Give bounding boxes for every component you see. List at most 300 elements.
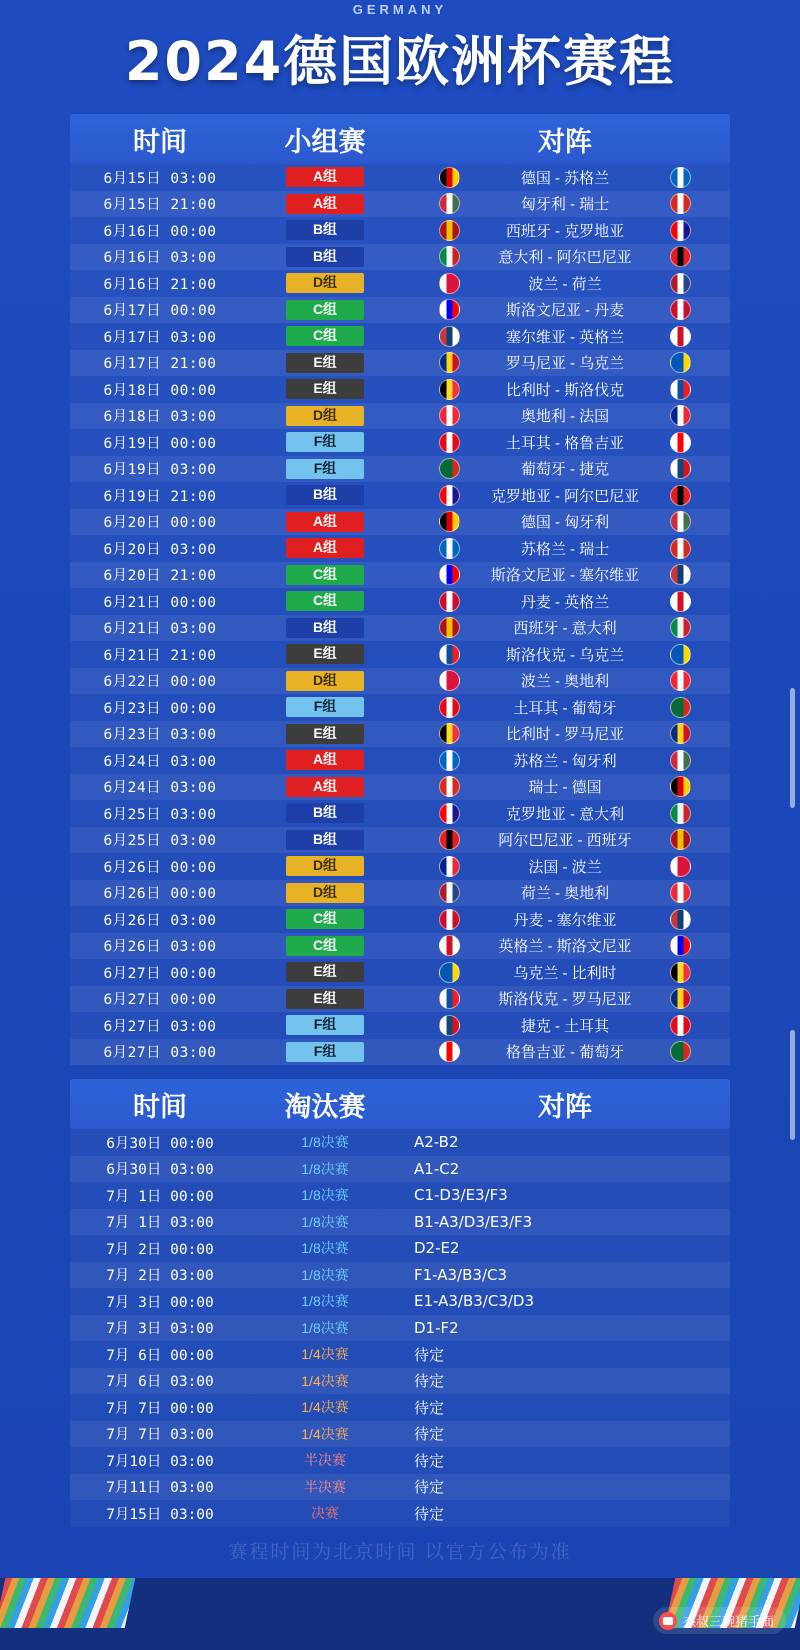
- group-tag: C组: [286, 936, 364, 956]
- match-time: 6月19日 21:00: [103, 488, 217, 505]
- match-time: 7月 6日 03:00: [106, 1374, 214, 1391]
- match-teams: 西班牙 - 克罗地亚: [505, 222, 625, 240]
- match-time: 7月 2日 03:00: [106, 1268, 214, 1285]
- match-teams-cell: [400, 644, 730, 665]
- home-flag-icon: [439, 617, 460, 638]
- match-group-cell: [250, 856, 400, 876]
- match-teams-cell: [400, 750, 730, 771]
- table-row: [70, 403, 730, 430]
- match-teams-cell: [400, 167, 730, 188]
- away-flag-icon: [670, 511, 691, 532]
- match-time: 7月 2日 00:00: [106, 1241, 214, 1258]
- match-teams-cell: [400, 723, 730, 744]
- table-row: [70, 774, 730, 801]
- group-tag: B组: [286, 220, 364, 240]
- knockout-matchup: 待定: [414, 1425, 445, 1444]
- match-group-cell: [250, 750, 400, 770]
- match-teams: 波兰 - 奥地利: [520, 673, 610, 691]
- group-tag: B组: [286, 247, 364, 267]
- table-row: [70, 164, 730, 191]
- home-flag-icon: [439, 829, 460, 850]
- match-group-cell: [250, 1015, 400, 1035]
- match-time: 6月30日 03:00: [106, 1162, 214, 1179]
- match-time: 7月 3日 03:00: [106, 1321, 214, 1338]
- table-row: [70, 562, 730, 589]
- knockout-matchup: A2-B2: [414, 1133, 459, 1152]
- table-row: [70, 588, 730, 615]
- home-flag-icon: [439, 935, 460, 956]
- away-flag-icon: [670, 803, 691, 824]
- away-flag-icon: [670, 299, 691, 320]
- match-teams: 西班牙 - 意大利: [513, 620, 617, 638]
- match-teams: 苏格兰 - 匈牙利: [513, 752, 617, 770]
- home-flag-icon: [439, 379, 460, 400]
- group-tag: E组: [286, 353, 364, 373]
- home-flag-icon: [439, 1041, 460, 1062]
- group-tag: E组: [286, 962, 364, 982]
- away-flag-icon: [670, 591, 691, 612]
- home-flag-icon: [439, 776, 460, 797]
- away-flag-icon: [670, 697, 691, 718]
- match-time: 7月 1日 03:00: [106, 1215, 214, 1232]
- knockout-stage-label: 决赛: [311, 1505, 339, 1522]
- table-row: [70, 694, 730, 721]
- match-time: 6月30日 00:00: [106, 1135, 214, 1152]
- match-teams-cell: [400, 935, 730, 956]
- table-row: [70, 641, 730, 668]
- match-teams-cell: [400, 670, 730, 691]
- match-group-cell: [250, 326, 400, 346]
- table-row: [70, 456, 730, 483]
- author-avatar-icon: [659, 1612, 677, 1630]
- match-teams: 斯洛文尼亚 - 塞尔维亚: [490, 567, 640, 585]
- match-teams-cell: [400, 909, 730, 930]
- table-row: [70, 933, 730, 960]
- knockout-stage-label: 1/8决赛: [301, 1293, 349, 1310]
- match-teams: 荷兰 - 奥地利: [520, 885, 610, 903]
- table-row: [70, 323, 730, 350]
- match-time: 6月18日 03:00: [103, 409, 217, 426]
- home-flag-icon: [439, 803, 460, 824]
- away-flag-icon: [670, 246, 691, 267]
- scrollbar-thumb-upper[interactable]: [790, 688, 795, 808]
- match-time: 6月26日 00:00: [103, 859, 217, 876]
- match-teams-cell: [400, 511, 730, 532]
- table-row: [70, 270, 730, 297]
- away-flag-icon: [670, 723, 691, 744]
- match-teams: 苏格兰 - 瑞士: [520, 540, 610, 558]
- author-badge[interactable]: [653, 1607, 786, 1634]
- table-row: [70, 800, 730, 827]
- home-flag-icon: [439, 591, 460, 612]
- match-time: 6月25日 03:00: [103, 833, 217, 850]
- match-time: 6月27日 03:00: [103, 1018, 217, 1035]
- match-time: 7月 7日 00:00: [106, 1400, 214, 1417]
- match-time: 7月10日 03:00: [106, 1453, 214, 1470]
- match-time: 7月 6日 00:00: [106, 1347, 214, 1364]
- match-time: 6月21日 03:00: [103, 621, 217, 638]
- match-group-cell: [250, 909, 400, 929]
- header-subtitle: GERMANY: [352, 2, 448, 17]
- table-row: [70, 1235, 730, 1262]
- table-row: [70, 1039, 730, 1066]
- knockout-matchup: A1-C2: [414, 1159, 460, 1178]
- match-teams-cell: [400, 326, 730, 347]
- table-row: [70, 906, 730, 933]
- knockout-table-body: [70, 1129, 730, 1527]
- away-flag-icon: [670, 1041, 691, 1062]
- away-flag-icon: [670, 352, 691, 373]
- table-row: [70, 376, 730, 403]
- match-group-cell: [250, 273, 400, 293]
- table-row: [70, 350, 730, 377]
- match-time: 7月15日 03:00: [106, 1506, 214, 1523]
- home-flag-icon: [439, 246, 460, 267]
- match-group-cell: [250, 989, 400, 1009]
- knockout-stage-label: 1/4决赛: [301, 1399, 349, 1416]
- match-teams: 阿尔巴尼亚 - 西班牙: [498, 832, 632, 850]
- table-row: [70, 668, 730, 695]
- table-row: [70, 1500, 730, 1527]
- match-group-cell: [250, 194, 400, 214]
- away-flag-icon: [670, 829, 691, 850]
- table-row: [70, 1394, 730, 1421]
- knockout-header-stage: 淘汰赛: [284, 1091, 366, 1122]
- match-teams: 法国 - 波兰: [528, 858, 602, 876]
- match-teams: 斯洛文尼亚 - 丹麦: [505, 302, 625, 320]
- away-flag-icon: [670, 617, 691, 638]
- home-flag-icon: [439, 193, 460, 214]
- away-flag-icon: [670, 220, 691, 241]
- match-time: 6月27日 00:00: [103, 992, 217, 1009]
- match-time: 6月25日 03:00: [103, 806, 217, 823]
- knockout-stage-label: 1/8决赛: [301, 1187, 349, 1204]
- match-group-cell: [250, 644, 400, 664]
- match-time: 6月20日 00:00: [103, 515, 217, 532]
- match-time: 6月27日 00:00: [103, 965, 217, 982]
- group-tag: D组: [286, 671, 364, 691]
- match-teams-cell: [400, 432, 730, 453]
- match-teams-cell: [400, 776, 730, 797]
- match-time: 6月19日 03:00: [103, 462, 217, 479]
- away-flag-icon: [670, 485, 691, 506]
- match-teams: 丹麦 - 英格兰: [520, 593, 610, 611]
- table-row: [70, 1156, 730, 1183]
- group-header-stage: 小组赛: [284, 126, 366, 157]
- table-row: [70, 853, 730, 880]
- home-flag-icon: [439, 511, 460, 532]
- match-time: 6月18日 00:00: [103, 382, 217, 399]
- home-flag-icon: [439, 670, 460, 691]
- knockout-stage-label: 1/8决赛: [301, 1266, 349, 1283]
- away-flag-icon: [670, 405, 691, 426]
- match-time: 6月27日 03:00: [103, 1045, 217, 1062]
- table-row: [70, 1182, 730, 1209]
- away-flag-icon: [670, 1015, 691, 1036]
- knockout-header-match: 对阵: [538, 1091, 592, 1122]
- home-flag-icon: [439, 220, 460, 241]
- away-flag-icon: [670, 909, 691, 930]
- match-time: 6月23日 00:00: [103, 700, 217, 717]
- match-teams: 比利时 - 斯洛伐克: [505, 381, 625, 399]
- knockout-matchup: C1-D3/E3/F3: [414, 1186, 508, 1205]
- table-row: [70, 191, 730, 218]
- table-row: [70, 535, 730, 562]
- away-flag-icon: [670, 776, 691, 797]
- knockout-matchup: 待定: [414, 1451, 445, 1470]
- group-tag: C组: [286, 326, 364, 346]
- table-row: [70, 615, 730, 642]
- match-time: 6月21日 21:00: [103, 647, 217, 664]
- knockout-stage-label: 1/8决赛: [301, 1134, 349, 1151]
- match-group-cell: [250, 671, 400, 691]
- match-teams-cell: [400, 829, 730, 850]
- match-time: 6月22日 00:00: [103, 674, 217, 691]
- match-group-cell: [250, 512, 400, 532]
- group-tag: B组: [286, 618, 364, 638]
- home-flag-icon: [439, 458, 460, 479]
- match-teams: 罗马尼亚 - 乌克兰: [505, 355, 625, 373]
- group-tag: B组: [286, 485, 364, 505]
- home-flag-icon: [439, 644, 460, 665]
- knockout-stage-label: 1/8决赛: [301, 1213, 349, 1230]
- table-row: [70, 297, 730, 324]
- knockout-matchup: 待定: [414, 1478, 445, 1497]
- match-teams-cell: [400, 617, 730, 638]
- match-teams-cell: [400, 193, 730, 214]
- match-teams-cell: [400, 564, 730, 585]
- knockout-stage-label: 1/4决赛: [301, 1372, 349, 1389]
- knockout-stage-label: 1/8决赛: [301, 1160, 349, 1177]
- match-group-cell: [250, 406, 400, 426]
- knockout-matchup: 待定: [414, 1504, 445, 1523]
- match-time: 6月17日 00:00: [103, 303, 217, 320]
- group-tag: D组: [286, 406, 364, 426]
- group-tag: F组: [286, 1015, 364, 1035]
- match-teams-cell: [400, 1041, 730, 1062]
- match-teams: 土耳其 - 葡萄牙: [513, 699, 617, 717]
- match-group-cell: [250, 724, 400, 744]
- knockout-stage-label: 半决赛: [304, 1478, 346, 1495]
- match-teams: 捷克 - 土耳其: [520, 1017, 610, 1035]
- group-tag: D组: [286, 883, 364, 903]
- away-flag-icon: [670, 538, 691, 559]
- away-flag-icon: [670, 167, 691, 188]
- table-row: [70, 1474, 730, 1501]
- match-teams-cell: [400, 1015, 730, 1036]
- knockout-header-time: 时间: [133, 1091, 187, 1122]
- scrollbar-thumb-lower[interactable]: [790, 1030, 795, 1140]
- match-teams-cell: [400, 988, 730, 1009]
- away-flag-icon: [670, 564, 691, 585]
- match-teams-cell: [400, 538, 730, 559]
- home-flag-icon: [439, 882, 460, 903]
- home-flag-icon: [439, 564, 460, 585]
- away-flag-icon: [670, 962, 691, 983]
- match-time: 6月24日 03:00: [103, 753, 217, 770]
- match-teams-cell: [400, 246, 730, 267]
- table-row: [70, 217, 730, 244]
- knockout-matchup: B1-A3/D3/E3/F3: [414, 1212, 533, 1231]
- match-teams: 英格兰 - 斯洛文尼亚: [498, 938, 632, 956]
- match-group-cell: [250, 353, 400, 373]
- match-group-cell: [250, 220, 400, 240]
- match-time: 6月23日 03:00: [103, 727, 217, 744]
- group-tag: C组: [286, 565, 364, 585]
- knockout-stage-label: 1/8决赛: [301, 1240, 349, 1257]
- watermark-text: 赛程时间为北京时间 以官方公布为准: [228, 1542, 572, 1563]
- match-teams: 丹麦 - 塞尔维亚: [513, 911, 617, 929]
- group-tag: E组: [286, 644, 364, 664]
- decorative-stripes-left: [0, 1578, 135, 1628]
- home-flag-icon: [439, 326, 460, 347]
- match-teams-cell: [400, 299, 730, 320]
- group-tag: C组: [286, 300, 364, 320]
- table-row: [70, 1421, 730, 1448]
- table-row: [70, 509, 730, 536]
- group-tag: E组: [286, 724, 364, 744]
- match-group-cell: [250, 565, 400, 585]
- home-flag-icon: [439, 988, 460, 1009]
- match-group-cell: [250, 379, 400, 399]
- group-tag: A组: [286, 750, 364, 770]
- away-flag-icon: [670, 882, 691, 903]
- match-time: 6月20日 21:00: [103, 568, 217, 585]
- match-teams-cell: [400, 697, 730, 718]
- table-row: [70, 1341, 730, 1368]
- away-flag-icon: [670, 193, 691, 214]
- match-teams: 斯洛伐克 - 罗马尼亚: [498, 991, 632, 1009]
- knockout-stage-label: 1/4决赛: [301, 1346, 349, 1363]
- group-tag: A组: [286, 194, 364, 214]
- match-group-cell: [250, 803, 400, 823]
- match-teams: 克罗地亚 - 意大利: [505, 805, 625, 823]
- table-row: [70, 827, 730, 854]
- match-teams-cell: [400, 352, 730, 373]
- table-row: [70, 1012, 730, 1039]
- match-teams: 德国 - 苏格兰: [520, 169, 610, 187]
- away-flag-icon: [670, 273, 691, 294]
- match-teams-cell: [400, 962, 730, 983]
- away-flag-icon: [670, 326, 691, 347]
- away-flag-icon: [670, 670, 691, 691]
- table-row: [70, 986, 730, 1013]
- match-time: 6月26日 03:00: [103, 912, 217, 929]
- away-flag-icon: [670, 988, 691, 1009]
- match-teams: 斯洛伐克 - 乌克兰: [505, 646, 625, 664]
- match-teams-cell: [400, 405, 730, 426]
- away-flag-icon: [670, 644, 691, 665]
- match-teams: 格鲁吉亚 - 葡萄牙: [505, 1044, 625, 1062]
- match-time: 6月21日 00:00: [103, 594, 217, 611]
- group-tag: A组: [286, 777, 364, 797]
- table-row: [70, 721, 730, 748]
- home-flag-icon: [439, 697, 460, 718]
- match-group-cell: [250, 459, 400, 479]
- match-time: 7月11日 03:00: [106, 1480, 214, 1497]
- table-row: [70, 1209, 730, 1236]
- home-flag-icon: [439, 485, 460, 506]
- match-group-cell: [250, 591, 400, 611]
- away-flag-icon: [670, 379, 691, 400]
- page-title: 2024德国欧洲杯赛程: [124, 30, 676, 93]
- match-group-cell: [250, 538, 400, 558]
- footer-bar: [0, 1578, 800, 1650]
- table-row: [70, 880, 730, 907]
- match-teams-cell: [400, 591, 730, 612]
- table-row: [70, 1447, 730, 1474]
- home-flag-icon: [439, 750, 460, 771]
- table-row: [70, 1129, 730, 1156]
- match-time: 6月26日 03:00: [103, 939, 217, 956]
- home-flag-icon: [439, 167, 460, 188]
- match-time: 6月19日 00:00: [103, 435, 217, 452]
- match-time: 6月17日 21:00: [103, 356, 217, 373]
- table-row: [70, 1262, 730, 1289]
- match-time: 6月24日 03:00: [103, 780, 217, 797]
- home-flag-icon: [439, 299, 460, 320]
- match-time: 6月15日 03:00: [103, 170, 217, 187]
- home-flag-icon: [439, 405, 460, 426]
- match-teams: 乌克兰 - 比利时: [513, 964, 617, 982]
- match-teams-cell: [400, 485, 730, 506]
- match-time: 7月 1日 00:00: [106, 1188, 214, 1205]
- match-time: 6月16日 21:00: [103, 276, 217, 293]
- home-flag-icon: [439, 273, 460, 294]
- knockout-matchup: D2-E2: [414, 1239, 460, 1258]
- match-teams-cell: [400, 220, 730, 241]
- knockout-matchup: F1-A3/B3/C3: [414, 1265, 508, 1284]
- match-time: 6月17日 03:00: [103, 329, 217, 346]
- match-teams: 德国 - 匈牙利: [520, 514, 610, 532]
- match-teams: 塞尔维亚 - 英格兰: [505, 328, 625, 346]
- table-row: [70, 429, 730, 456]
- group-tag: A组: [286, 512, 364, 532]
- match-teams: 葡萄牙 - 捷克: [520, 461, 610, 479]
- group-tag: F组: [286, 459, 364, 479]
- match-group-cell: [250, 936, 400, 956]
- group-tag: F组: [286, 1042, 364, 1062]
- match-teams: 比利时 - 罗马尼亚: [505, 726, 625, 744]
- match-teams-cell: [400, 803, 730, 824]
- group-tag: F组: [286, 697, 364, 717]
- match-teams-cell: [400, 273, 730, 294]
- match-time: 7月 7日 03:00: [106, 1427, 214, 1444]
- knockout-matchup: 待定: [414, 1398, 445, 1417]
- match-teams: 波兰 - 荷兰: [528, 275, 602, 293]
- knockout-table-header: [70, 1079, 730, 1129]
- match-teams: 瑞士 - 德国: [528, 779, 602, 797]
- group-tag: E组: [286, 989, 364, 1009]
- home-flag-icon: [439, 352, 460, 373]
- group-tag: E组: [286, 379, 364, 399]
- match-group-cell: [250, 167, 400, 187]
- match-time: 7月 3日 00:00: [106, 1294, 214, 1311]
- knockout-matchup: 待定: [414, 1372, 445, 1391]
- match-group-cell: [250, 247, 400, 267]
- match-group-cell: [250, 300, 400, 320]
- group-tag: A组: [286, 538, 364, 558]
- group-tag: D组: [286, 856, 364, 876]
- group-tag: D组: [286, 273, 364, 293]
- match-group-cell: [250, 697, 400, 717]
- group-table-body: [70, 164, 730, 1065]
- home-flag-icon: [439, 432, 460, 453]
- table-row: [70, 482, 730, 509]
- knockout-section: [70, 1079, 730, 1527]
- match-teams-cell: [400, 458, 730, 479]
- knockout-matchup: D1-F2: [414, 1318, 459, 1337]
